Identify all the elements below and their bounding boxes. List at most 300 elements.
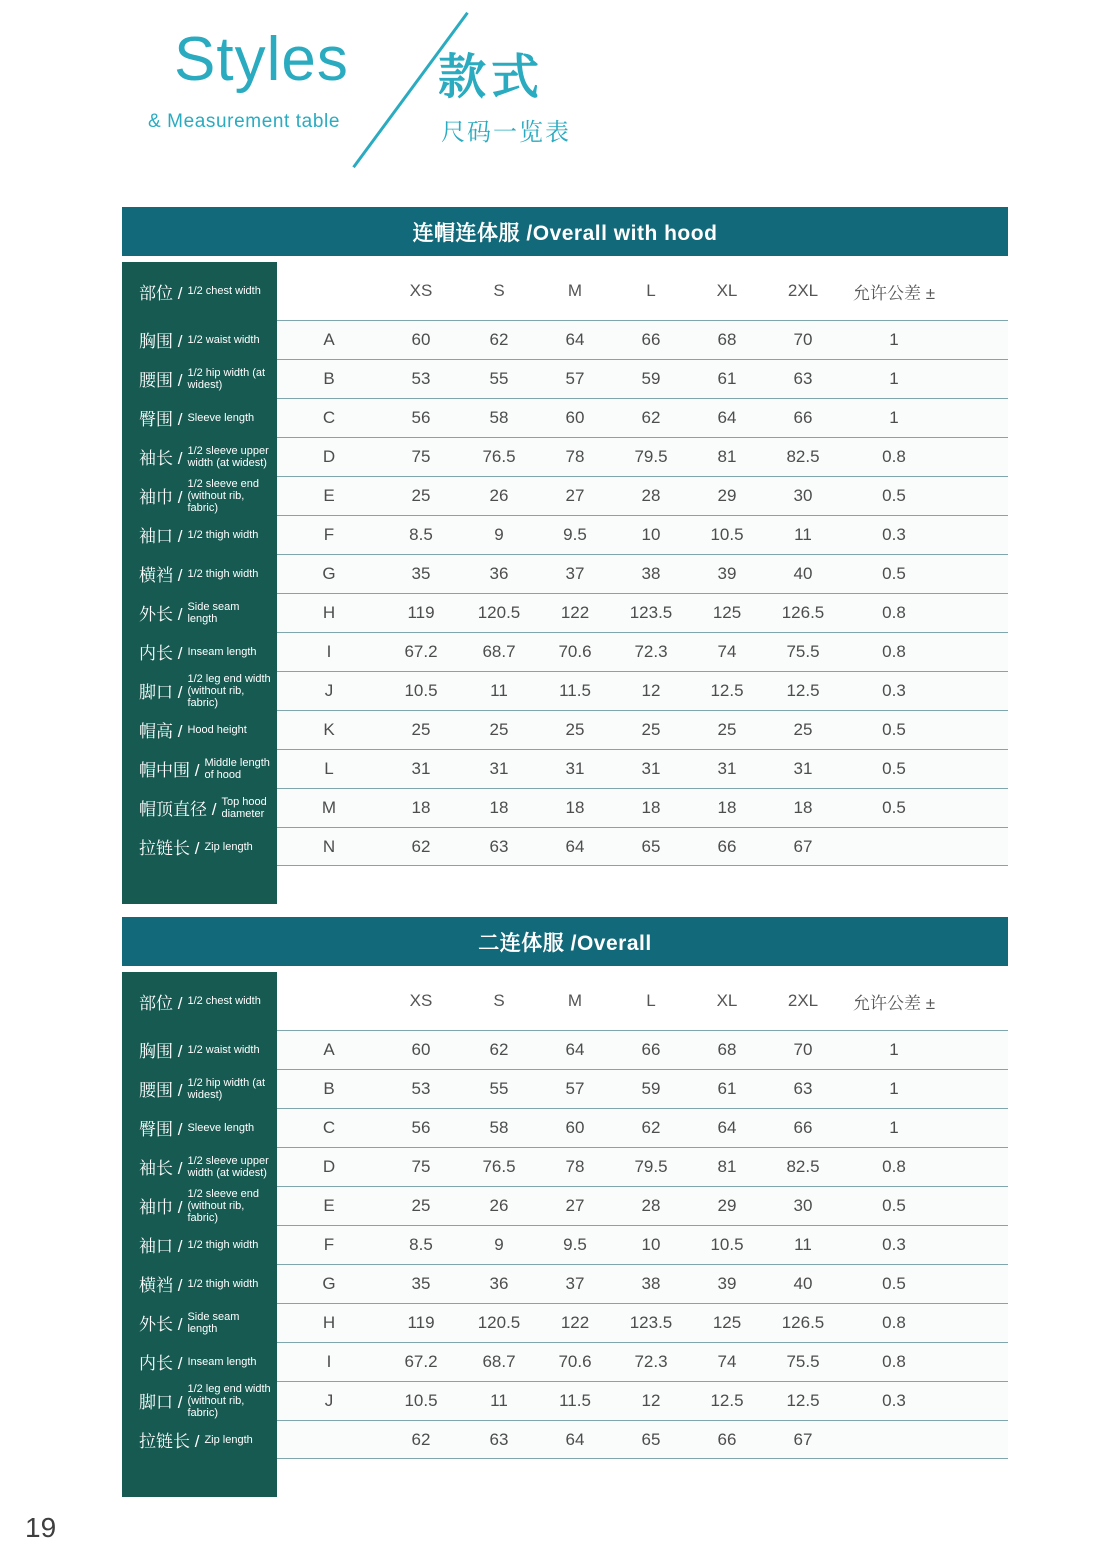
measurement-label xyxy=(122,1069,277,1108)
size-value: 31 xyxy=(793,759,813,778)
measurement-label-cn: 袖巾 / xyxy=(139,488,183,507)
row-letter: D xyxy=(322,447,336,466)
size-value: 62 xyxy=(641,1118,661,1137)
size-value: 10.5 xyxy=(404,681,438,700)
size-value: 68 xyxy=(717,330,737,349)
measurement-label-en: Inseam length xyxy=(187,1355,257,1368)
measurement-label-en: Sleeve length xyxy=(187,411,255,424)
size-value: 67.2 xyxy=(404,642,438,661)
size-value: 8.5 xyxy=(409,525,433,544)
measurement-label-en: 1/2 hip width (at widest) xyxy=(187,1076,266,1101)
size-value: 9 xyxy=(494,525,504,544)
size-row xyxy=(277,1303,1008,1342)
size-row xyxy=(277,1225,1008,1264)
measurement-label-en: 1/2 waist width xyxy=(187,1043,260,1056)
measurement-label-en: 1/2 waist width xyxy=(187,333,260,346)
measurement-label xyxy=(122,515,277,554)
size-row xyxy=(277,671,1008,710)
size-value: 31 xyxy=(717,759,737,778)
size-rows xyxy=(277,320,1008,866)
size-row xyxy=(277,1264,1008,1303)
size-row xyxy=(277,320,1008,359)
size-row xyxy=(277,1342,1008,1381)
measurement-label xyxy=(122,1108,277,1147)
size-value: 68.7 xyxy=(482,642,516,661)
size-value: 31 xyxy=(641,759,661,778)
size-value: 120.5 xyxy=(477,1313,521,1332)
tolerance-value: 1 xyxy=(889,1040,899,1059)
size-value: 62 xyxy=(489,330,509,349)
size-value: 75.5 xyxy=(786,1352,820,1371)
measurement-label-cn: 臀围 / xyxy=(139,1120,183,1139)
size-value: 25 xyxy=(411,720,431,739)
size-value: 74 xyxy=(717,1352,737,1371)
size-value: 81 xyxy=(717,447,737,466)
size-value: 70 xyxy=(793,1040,813,1059)
tolerance-value: 0.8 xyxy=(882,447,906,466)
measurement-label xyxy=(122,437,277,476)
size-value: 67 xyxy=(793,836,813,856)
size-value: 18 xyxy=(565,798,585,817)
row-letter: B xyxy=(323,369,335,388)
size-value: 65 xyxy=(641,836,661,856)
size-row xyxy=(277,710,1008,749)
size-value: 58 xyxy=(489,1118,509,1137)
size-value: 12.5 xyxy=(710,681,744,700)
tolerance-value: 1 xyxy=(889,1079,899,1098)
row-letter: F xyxy=(323,525,335,544)
brand-title-cn: 款式 xyxy=(438,51,545,104)
measurement-label-en: 1/2 thigh width xyxy=(187,567,259,580)
size-value: 37 xyxy=(565,1274,585,1293)
measurement-sidebar xyxy=(122,262,277,904)
measurement-label-cn: 横裆 / xyxy=(139,1276,183,1295)
table-overall-with-hood xyxy=(122,207,1008,904)
measurement-label-cn: 脚口 / xyxy=(139,683,183,702)
row-letter: N xyxy=(322,836,336,856)
size-value: 68.7 xyxy=(482,1352,516,1371)
size-value: 79.5 xyxy=(634,1157,668,1176)
measurement-label-cn: 外长 / xyxy=(139,605,183,624)
row-letter: A xyxy=(323,1040,335,1059)
size-value: 55 xyxy=(489,369,509,388)
measurement-label-cn: 内长 / xyxy=(139,644,183,663)
size-value: 8.5 xyxy=(409,1235,433,1254)
measurement-label-en: Zip length xyxy=(204,840,253,853)
measurement-label xyxy=(122,593,277,632)
tolerance-value: 0.5 xyxy=(882,1274,906,1293)
row-letter: G xyxy=(322,1274,336,1293)
measurement-label-en: Top hood diameter xyxy=(221,795,267,820)
size-value: 63 xyxy=(793,369,813,388)
size-value: 37 xyxy=(565,564,585,583)
size-value: 79.5 xyxy=(634,447,668,466)
row-letter: J xyxy=(324,681,334,700)
size-value: 18 xyxy=(641,798,661,817)
table-body xyxy=(122,262,1008,904)
size-value: 9.5 xyxy=(563,1235,587,1254)
row-letter: B xyxy=(323,1079,335,1098)
size-value: 12 xyxy=(641,681,661,700)
size-value: 10.5 xyxy=(710,525,744,544)
size-row xyxy=(277,515,1008,554)
measurement-label-cn: 袖长 / xyxy=(139,449,183,468)
size-value: 39 xyxy=(717,1274,737,1293)
size-value: 53 xyxy=(411,369,431,388)
measurement-label xyxy=(122,632,277,671)
row-letter: I xyxy=(326,1352,332,1371)
size-value: 66 xyxy=(717,1429,737,1449)
size-value: 60 xyxy=(411,330,431,349)
size-value: 78 xyxy=(565,447,585,466)
table-title: 二连体服 /Overall xyxy=(122,917,1008,966)
size-value: 10.5 xyxy=(404,1391,438,1410)
size-row xyxy=(277,1030,1008,1069)
table-overall xyxy=(122,917,1008,1497)
size-value: 67.2 xyxy=(404,1352,438,1371)
row-letter: E xyxy=(323,486,335,505)
measurement-label-cn: 帽高 / xyxy=(139,722,183,741)
measurement-label-cn: 脚口 / xyxy=(139,1393,183,1412)
size-row xyxy=(277,827,1008,866)
tolerance-value: 1 xyxy=(889,1118,899,1137)
size-value: 11.5 xyxy=(559,1391,591,1410)
size-grid xyxy=(277,972,1008,1497)
size-value: 70 xyxy=(793,330,813,349)
tolerance-value: 0.8 xyxy=(882,603,906,622)
size-value: 25 xyxy=(565,720,585,739)
size-value: 18 xyxy=(411,798,431,817)
measurement-label xyxy=(122,1342,277,1381)
size-row xyxy=(277,632,1008,671)
size-value: 64 xyxy=(565,1429,585,1449)
measurement-label-cn: 部位 / xyxy=(139,993,183,1013)
measurement-label xyxy=(122,1381,277,1420)
measurement-label xyxy=(122,710,277,749)
size-value: 55 xyxy=(489,1079,509,1098)
tolerance-value: 0.3 xyxy=(882,1235,906,1254)
row-letter: L xyxy=(324,759,334,778)
size-col-header: XL xyxy=(716,281,738,300)
size-value: 26 xyxy=(489,486,509,505)
tolerance-value: 0.8 xyxy=(882,1313,906,1332)
size-value: 63 xyxy=(489,1429,509,1449)
size-row xyxy=(277,1147,1008,1186)
measurement-label-cn: 横裆 / xyxy=(139,566,183,585)
row-letter: K xyxy=(323,720,335,739)
size-row xyxy=(277,788,1008,827)
size-value: 25 xyxy=(411,1196,431,1215)
measurement-label-cn: 胸围 / xyxy=(139,1042,183,1061)
tolerance-value: 0.3 xyxy=(882,681,906,700)
measurement-label xyxy=(122,788,277,827)
row-letter: H xyxy=(322,603,336,622)
measurement-label-en: 1/2 hip width (at widest) xyxy=(187,366,266,391)
size-value: 56 xyxy=(411,1118,431,1137)
size-value: 122 xyxy=(560,603,590,622)
measurement-label-cn: 外长 / xyxy=(139,1315,183,1334)
size-value: 58 xyxy=(489,408,509,427)
size-value: 74 xyxy=(717,642,737,661)
size-value: 75.5 xyxy=(786,642,820,661)
measurement-label xyxy=(122,972,277,1030)
table-title: 连帽连体服 /Overall with hood xyxy=(122,207,1008,256)
measurement-label-en: Hood height xyxy=(187,723,247,736)
measurement-label-en: 1/2 thigh width xyxy=(187,1277,259,1290)
measurement-label-en: 1/2 sleeve end (without rib, fabric) xyxy=(187,1187,260,1224)
measurement-label xyxy=(122,398,277,437)
size-value: 11 xyxy=(490,1391,508,1410)
size-value: 60 xyxy=(411,1040,431,1059)
measurement-label-en: 1/2 chest width xyxy=(187,995,261,1007)
tolerance-value: 0.3 xyxy=(882,525,906,544)
tolerance-value: 0.8 xyxy=(882,1352,906,1371)
size-row xyxy=(277,1069,1008,1108)
size-value: 125 xyxy=(712,1313,742,1332)
size-value: 31 xyxy=(565,759,585,778)
page-number: 19 xyxy=(25,1512,57,1543)
measurement-label-cn: 拉链长 / xyxy=(139,1432,200,1451)
size-value: 67 xyxy=(793,1429,813,1449)
size-col-header: XS xyxy=(409,991,433,1010)
measurement-label xyxy=(122,1420,277,1459)
size-value: 64 xyxy=(717,1118,737,1137)
measurement-label xyxy=(122,1303,277,1342)
size-value: 35 xyxy=(411,564,431,583)
measurement-label xyxy=(122,262,277,320)
measurement-label xyxy=(122,1186,277,1225)
size-value: 11.5 xyxy=(559,681,591,700)
measurement-label-cn: 袖口 / xyxy=(139,527,183,546)
size-value: 28 xyxy=(641,1196,661,1215)
measurement-label-cn: 腰围 / xyxy=(139,1081,183,1100)
size-value: 18 xyxy=(717,798,737,817)
tolerance-value: 0.5 xyxy=(882,759,906,778)
size-value: 70.6 xyxy=(558,1352,592,1371)
size-value: 123.5 xyxy=(629,1313,673,1332)
tolerance-value: 0.5 xyxy=(882,564,906,583)
brand-subtitle-cn: 尺码一览表 xyxy=(441,119,571,146)
size-col-header: M xyxy=(567,281,583,300)
size-value: 63 xyxy=(489,836,509,856)
row-letter: C xyxy=(322,408,336,427)
measurement-label-en: Inseam length xyxy=(187,645,257,658)
measurement-label xyxy=(122,554,277,593)
row-letter: A xyxy=(323,330,335,349)
measurement-label xyxy=(122,749,277,788)
size-value: 119 xyxy=(407,1313,435,1332)
measurement-label-cn: 腰围 / xyxy=(139,371,183,390)
measurement-label-cn: 袖长 / xyxy=(139,1159,183,1178)
size-value: 125 xyxy=(712,603,742,622)
measurement-label-en: 1/2 sleeve upper width (at widest) xyxy=(187,444,269,469)
measurement-label-en: Zip length xyxy=(204,1433,253,1446)
size-value: 18 xyxy=(793,798,813,817)
size-value: 9 xyxy=(494,1235,504,1254)
size-value: 66 xyxy=(641,330,661,349)
measurement-label-en: Middle length of hood xyxy=(204,756,270,781)
row-letter: E xyxy=(323,1196,335,1215)
tolerance-value: 1 xyxy=(889,369,899,388)
size-value: 30 xyxy=(793,1196,813,1215)
size-value: 66 xyxy=(793,408,813,427)
size-value: 123.5 xyxy=(629,603,673,622)
measurement-label xyxy=(122,476,277,515)
size-value: 39 xyxy=(717,564,737,583)
row-letter: G xyxy=(322,564,336,583)
size-value: 61 xyxy=(717,369,737,388)
measurement-label-en: 1/2 leg end width (without rib, fabric) xyxy=(187,1382,271,1419)
measurement-label xyxy=(122,359,277,398)
size-value: 82.5 xyxy=(786,1157,820,1176)
brand-title: Styles xyxy=(174,25,349,94)
size-value: 61 xyxy=(717,1079,737,1098)
measurement-label-cn: 部位 / xyxy=(139,283,183,303)
size-col-header: M xyxy=(567,991,583,1010)
table-body xyxy=(122,972,1008,1497)
size-col-header: S xyxy=(493,991,505,1010)
measurement-label xyxy=(122,320,277,359)
size-row xyxy=(277,476,1008,515)
tolerance-col-header: 允许公差 ± xyxy=(852,283,936,303)
size-value: 12.5 xyxy=(710,1391,744,1410)
size-value: 31 xyxy=(489,759,509,778)
measurement-label-en: 1/2 sleeve upper width (at widest) xyxy=(187,1154,269,1179)
size-row xyxy=(277,554,1008,593)
size-col-header: XL xyxy=(716,991,738,1010)
size-value: 60 xyxy=(565,1118,585,1137)
size-value: 11 xyxy=(794,525,812,544)
size-value: 29 xyxy=(717,1196,737,1215)
size-value: 26 xyxy=(489,1196,509,1215)
measurement-label xyxy=(122,1225,277,1264)
size-value: 10.5 xyxy=(710,1235,744,1254)
tolerance-value: 0.5 xyxy=(882,720,906,739)
size-row xyxy=(277,1420,1008,1459)
size-value: 25 xyxy=(411,486,431,505)
tolerance-value: 0.5 xyxy=(882,1196,906,1215)
size-value: 62 xyxy=(411,1429,431,1449)
size-col-header: 2XL xyxy=(787,281,819,300)
size-value: 40 xyxy=(793,1274,813,1293)
size-value: 28 xyxy=(641,486,661,505)
size-value: 59 xyxy=(641,1079,661,1098)
size-row xyxy=(277,593,1008,632)
measurement-label-en: Sleeve length xyxy=(187,1121,255,1134)
size-value: 10 xyxy=(641,525,661,544)
measurement-label-cn: 内长 / xyxy=(139,1354,183,1373)
tolerance-value: 0.8 xyxy=(882,642,906,661)
size-value: 25 xyxy=(641,720,661,739)
measurement-label-cn: 臀围 / xyxy=(139,410,183,429)
tolerance-value: 0.5 xyxy=(882,486,906,505)
size-value: 70.6 xyxy=(558,642,592,661)
size-value: 11 xyxy=(794,1235,812,1254)
size-value: 25 xyxy=(717,720,737,739)
size-row xyxy=(277,359,1008,398)
size-value: 82.5 xyxy=(786,447,820,466)
size-value: 18 xyxy=(489,798,509,817)
tolerance-value: 0.3 xyxy=(882,1391,906,1410)
size-value: 72.3 xyxy=(634,1352,668,1371)
size-value: 81 xyxy=(717,1157,737,1176)
brand-subtitle: & Measurement table xyxy=(148,111,340,132)
measurement-label-cn: 袖巾 / xyxy=(139,1198,183,1217)
row-letter: J xyxy=(324,1391,334,1410)
size-value: 122 xyxy=(560,1313,590,1332)
measurement-label-cn: 帽中围 / xyxy=(139,761,200,780)
size-value: 56 xyxy=(411,408,431,427)
size-value: 76.5 xyxy=(482,447,516,466)
size-value: 30 xyxy=(793,486,813,505)
size-col-header: XS xyxy=(409,281,433,300)
size-value: 66 xyxy=(717,836,737,856)
row-letter: F xyxy=(323,1235,335,1254)
measurement-label-en: Side seam length xyxy=(187,600,240,625)
measurement-label-en: 1/2 thigh width xyxy=(187,528,259,541)
size-value: 9.5 xyxy=(563,525,587,544)
measurement-label-en: 1/2 leg end width (without rib, fabric) xyxy=(187,672,271,709)
size-value: 66 xyxy=(793,1118,813,1137)
size-value: 25 xyxy=(793,720,813,739)
size-value: 62 xyxy=(641,408,661,427)
size-value: 12.5 xyxy=(786,681,820,700)
measurement-label xyxy=(122,1264,277,1303)
size-value: 10 xyxy=(641,1235,661,1254)
size-value: 59 xyxy=(641,369,661,388)
size-value: 78 xyxy=(565,1157,585,1176)
size-row xyxy=(277,398,1008,437)
size-row xyxy=(277,1381,1008,1420)
row-letter: C xyxy=(322,1118,336,1137)
size-value: 40 xyxy=(793,564,813,583)
size-value: 119 xyxy=(407,603,435,622)
size-row xyxy=(277,1186,1008,1225)
size-value: 120.5 xyxy=(477,603,521,622)
size-value: 11 xyxy=(490,681,508,700)
size-col-header: S xyxy=(493,281,505,300)
tolerance-col-header: 允许公差 ± xyxy=(852,993,936,1013)
measurement-label xyxy=(122,671,277,710)
size-col-header: L xyxy=(646,281,656,300)
measurement-label-en: Side seam length xyxy=(187,1310,240,1335)
size-value: 62 xyxy=(489,1040,509,1059)
size-value: 63 xyxy=(793,1079,813,1098)
size-value: 66 xyxy=(641,1040,661,1059)
size-value: 38 xyxy=(641,1274,661,1293)
size-value: 75 xyxy=(411,1157,431,1176)
row-letter: D xyxy=(322,1157,336,1176)
row-letter: M xyxy=(321,798,337,817)
size-value: 64 xyxy=(717,408,737,427)
tolerance-value: 1 xyxy=(889,330,899,349)
size-value: 72.3 xyxy=(634,642,668,661)
size-value: 76.5 xyxy=(482,1157,516,1176)
tolerance-value: 1 xyxy=(889,408,899,427)
size-value: 64 xyxy=(565,330,585,349)
size-value: 12 xyxy=(641,1391,661,1410)
measurement-label xyxy=(122,1030,277,1069)
row-letter: I xyxy=(326,642,332,661)
size-value: 12.5 xyxy=(786,1391,820,1410)
size-row xyxy=(277,437,1008,476)
size-value: 53 xyxy=(411,1079,431,1098)
size-grid xyxy=(277,262,1008,904)
size-value: 25 xyxy=(489,720,509,739)
size-value: 64 xyxy=(565,836,585,856)
size-value: 57 xyxy=(565,369,585,388)
tolerance-value: 0.5 xyxy=(882,798,906,817)
